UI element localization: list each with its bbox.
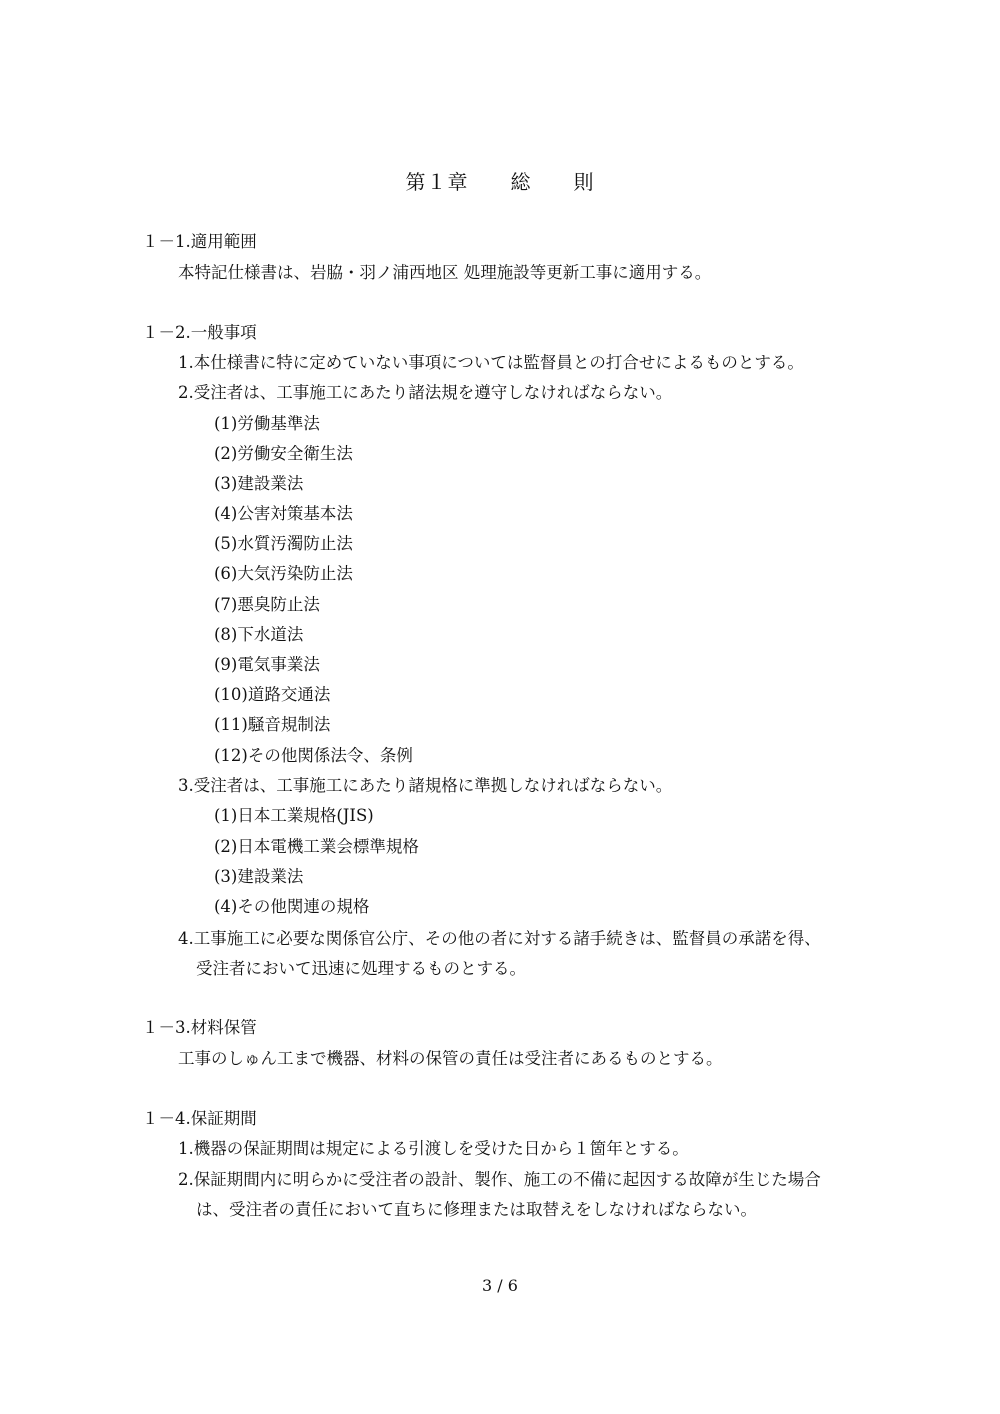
warranty-item-2-continuation: は、受注者の責任において直ちに修理または取替えをしなければならない。: [196, 1200, 757, 1219]
warranty-item-2: 2.保証期間内に明らかに受注者の設計、製作、施工の不備に起因する故障が生じた場合: [178, 1170, 821, 1189]
law-list-item: (3)建設業法: [214, 474, 304, 493]
standard-list-item: (4)その他関連の規格: [214, 897, 370, 916]
law-list-item: (5)水質汚濁防止法: [214, 534, 353, 553]
warranty-item-1: 1.機器の保証期間は規定による引渡しを受けた日から１箇年とする。: [178, 1139, 689, 1158]
page-number: 3 / 6: [482, 1276, 518, 1295]
law-list-item: (12)その他関係法令、条例: [214, 746, 413, 765]
law-list-item: (11)騒音規制法: [214, 715, 331, 734]
section-body-scope: 本特記仕様書は、岩脇・羽ノ浦西地区 処理施設等更新工事に適用する。: [178, 263, 712, 282]
law-list-item: (9)電気事業法: [214, 655, 320, 674]
law-list-item: (4)公害対策基本法: [214, 504, 353, 523]
chapter-title: 第１章 総 則: [405, 170, 595, 194]
general-item-4: 4.工事施工に必要な関係官公庁、その他の者に対する諸手続きは、監督員の承諾を得、: [178, 929, 821, 948]
general-item-1: 1.本仕様書に特に定めていない事項については監督員との打合せによるものとする。: [178, 353, 804, 372]
section-body-storage: 工事のしゅん工まで機器、材料の保管の責任は受注者にあるものとする。: [178, 1049, 723, 1068]
standard-list-item: (1)日本工業規格(JIS): [214, 806, 374, 825]
law-list-item: (2)労働安全衛生法: [214, 444, 353, 463]
law-list-item: (8)下水道法: [214, 625, 304, 644]
section-heading-storage: １－3.材料保管: [142, 1018, 257, 1037]
section-heading-scope: １－1.適用範囲: [142, 232, 257, 251]
general-item-3: 3.受注者は、工事施工にあたり諸規格に準拠しなければならない。: [178, 776, 673, 795]
standard-list-item: (3)建設業法: [214, 867, 304, 886]
law-list-item: (1)労働基準法: [214, 414, 320, 433]
section-heading-general: １－2.一般事項: [142, 323, 257, 342]
standard-list-item: (2)日本電機工業会標準規格: [214, 837, 419, 856]
general-item-4-continuation: 受注者において迅速に処理するものとする。: [196, 959, 526, 978]
law-list-item: (7)悪臭防止法: [214, 595, 320, 614]
general-item-2: 2.受注者は、工事施工にあたり諸法規を遵守しなければならない。: [178, 383, 673, 402]
law-list-item: (10)道路交通法: [214, 685, 331, 704]
section-heading-warranty: １－4.保証期間: [142, 1109, 257, 1128]
law-list-item: (6)大気汚染防止法: [214, 564, 353, 583]
